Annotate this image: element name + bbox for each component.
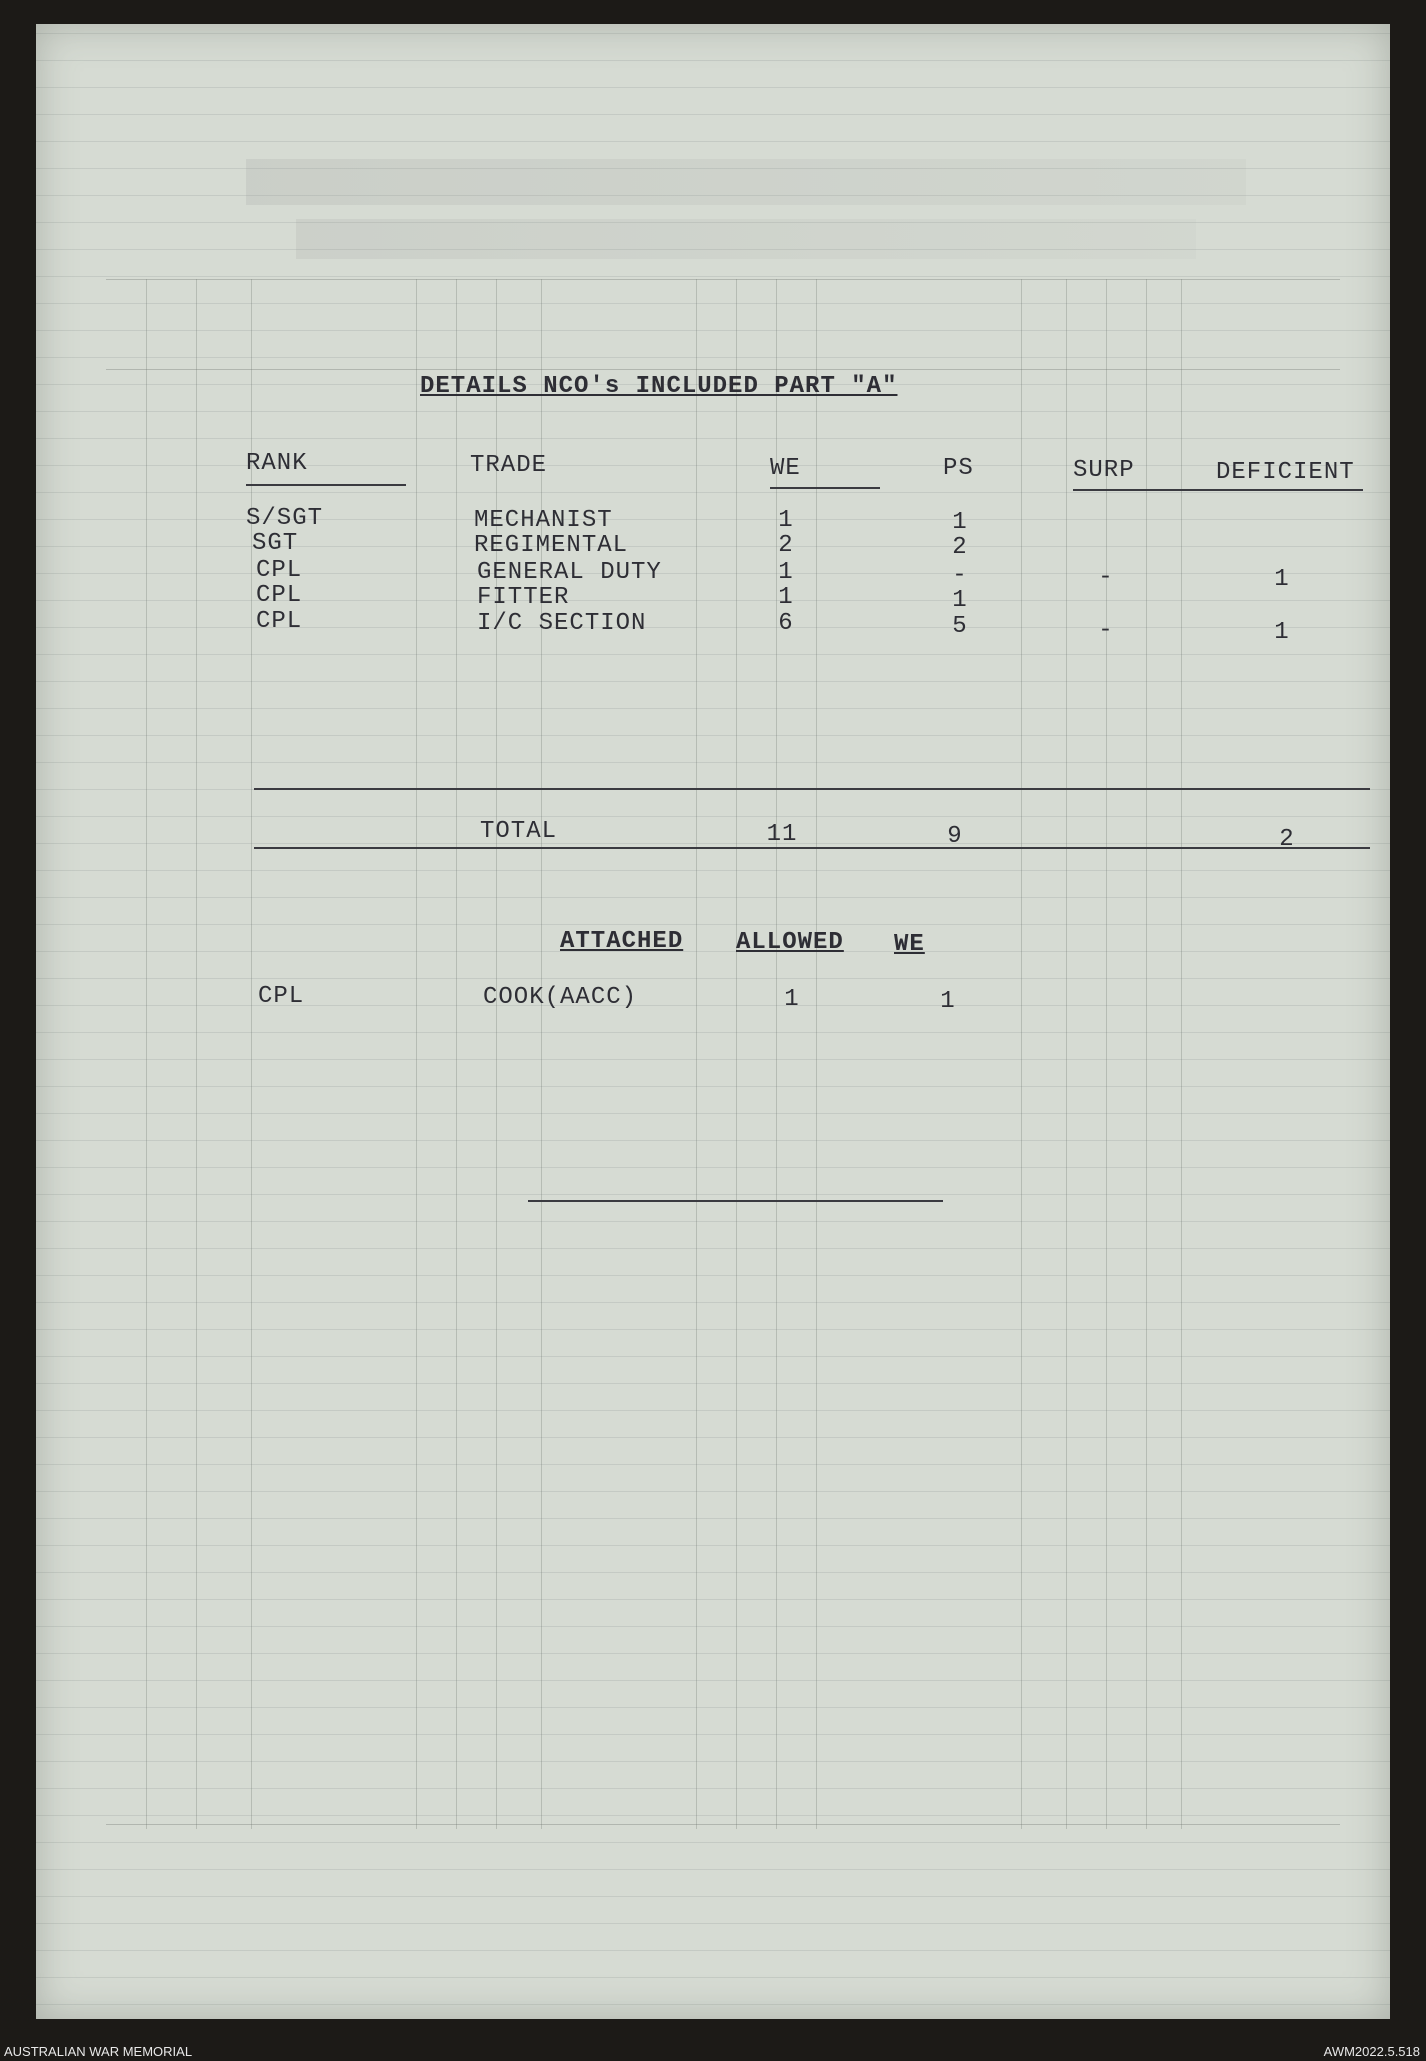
document-title: DETAILS NCO's INCLUDED PART "A": [420, 373, 898, 400]
row-rank: CPL: [256, 557, 303, 584]
ghost-column: [1181, 279, 1182, 1829]
ghost-column: [456, 279, 457, 1829]
column-header-trade: TRADE: [470, 452, 548, 479]
row-ps: 2: [952, 534, 968, 561]
ghost-column: [146, 279, 147, 1829]
row-ps: 1: [952, 587, 968, 614]
header-underline: [246, 484, 406, 486]
total-deficient: 2: [1279, 826, 1295, 853]
total-ps: 9: [947, 823, 963, 850]
column-header-ps: PS: [943, 455, 974, 482]
ghost-form-subheading: [296, 219, 1196, 259]
total-underline: [254, 847, 1370, 849]
row-we: 6: [778, 610, 794, 637]
attached-heading-attached: ATTACHED: [560, 928, 684, 955]
ghost-column: [416, 279, 417, 1829]
row-trade: FITTER: [477, 584, 570, 611]
column-header-deficient: DEFICIENT: [1216, 459, 1355, 486]
ghost-column: [816, 279, 817, 1829]
attached-heading-allowed: ALLOWED: [736, 929, 844, 956]
ghost-column: [736, 279, 737, 1829]
row-trade: REGIMENTAL: [474, 532, 629, 559]
row-deficient: 1: [1274, 566, 1290, 593]
column-header-we: WE: [770, 455, 801, 482]
row-deficient: 1: [1274, 619, 1290, 646]
row-we: 1: [778, 584, 794, 611]
row-rank: CPL: [256, 608, 303, 635]
row-trade: MECHANIST: [474, 507, 613, 534]
ghost-rule: [106, 1824, 1340, 1825]
footer-right-text: AWM2022.5.518: [1323, 2044, 1420, 2059]
row-rank: SGT: [252, 530, 299, 557]
row-surp: -: [1098, 564, 1114, 591]
ghost-rule: [106, 279, 1340, 280]
column-header-rank: RANK: [246, 450, 308, 477]
row-ps: -: [952, 562, 968, 589]
header-underline: [770, 487, 880, 489]
row-we: 2: [778, 532, 794, 559]
attached-rank: CPL: [258, 983, 305, 1010]
ghost-column: [1066, 279, 1067, 1829]
column-header-surp: SURP: [1073, 457, 1135, 484]
ghost-column: [1106, 279, 1107, 1829]
ghost-column: [1146, 279, 1147, 1829]
row-we: 1: [778, 559, 794, 586]
table-divider: [254, 788, 1370, 790]
total-label: TOTAL: [480, 818, 558, 845]
closing-rule: [528, 1200, 943, 1202]
attached-we: 1: [940, 988, 956, 1015]
total-we: 11: [766, 821, 798, 848]
footer-left-text: AUSTRALIAN WAR MEMORIAL: [4, 2044, 193, 2059]
row-surp: -: [1098, 617, 1114, 644]
ghost-form-heading: [246, 159, 1246, 205]
ghost-column: [696, 279, 697, 1829]
row-ps: 1: [952, 509, 968, 536]
attached-allowed: 1: [784, 986, 800, 1013]
attached-heading-we: WE: [894, 931, 925, 958]
row-rank: CPL: [256, 582, 303, 609]
attached-trade: COOK(AACC): [483, 984, 638, 1011]
row-we: 1: [778, 507, 794, 534]
row-ps: 5: [952, 613, 968, 640]
row-trade: I/C SECTION: [477, 610, 647, 637]
ghost-column: [1021, 279, 1022, 1829]
row-rank: S/SGT: [246, 505, 324, 532]
ghost-column: [196, 279, 197, 1829]
document-sheet: [36, 24, 1390, 2019]
header-underline: [1073, 489, 1363, 491]
row-trade: GENERAL DUTY: [477, 559, 662, 586]
archive-footer: [0, 2041, 1426, 2061]
ghost-rule: [106, 369, 1340, 370]
